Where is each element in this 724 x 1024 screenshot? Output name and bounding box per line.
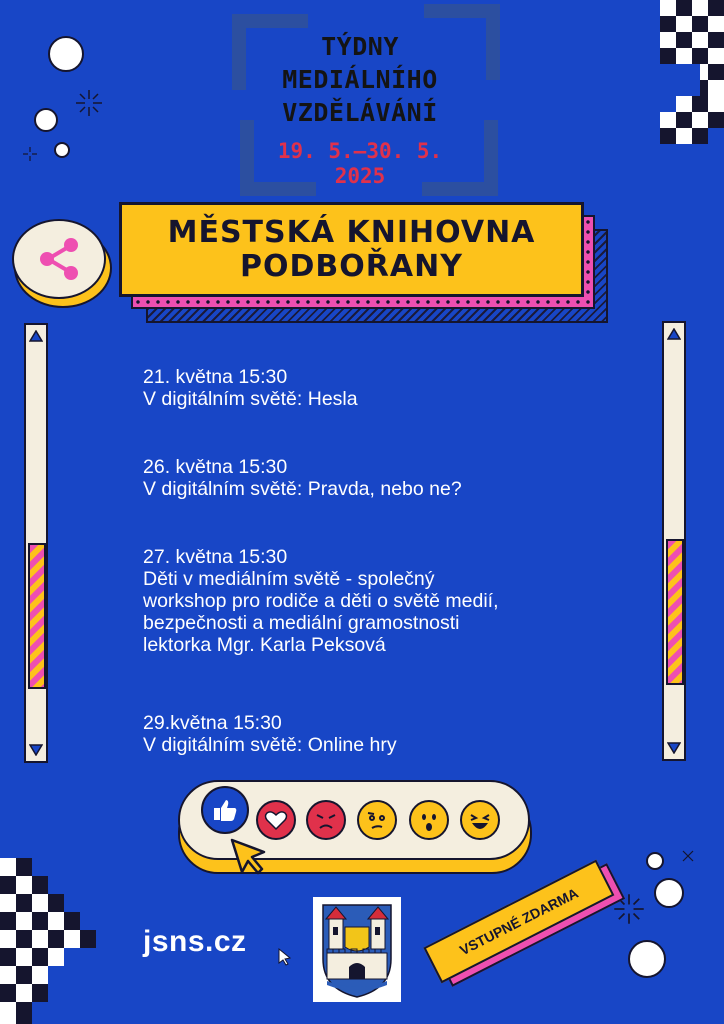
jsns-logo[interactable]: jsns.cz [143, 925, 247, 958]
surprised-reaction[interactable] [409, 800, 449, 840]
sparkle-icon [680, 848, 696, 864]
pointer-cursor-icon [278, 948, 292, 966]
angry-reaction[interactable] [306, 800, 346, 840]
checker-pattern-bottom-left [0, 858, 96, 1024]
library-banner [119, 202, 584, 297]
bubble-decoration [54, 142, 70, 158]
left-scrollbar[interactable] [24, 323, 48, 763]
scroll-down-button[interactable] [664, 737, 684, 759]
event-description: workshop pro rodiče a děti o světě medií, [143, 590, 499, 612]
confused-reaction[interactable] [357, 800, 397, 840]
event-date: 26. května 15:30 [143, 456, 288, 478]
laughing-icon [462, 802, 498, 838]
bubble-decoration [654, 878, 684, 908]
arrow-up-icon [667, 328, 681, 340]
event-date: 21. května 15:30 [143, 366, 288, 388]
share-icon [35, 235, 83, 283]
coat-of-arms-icon [313, 897, 401, 1002]
cursor-arrow-icon [228, 836, 270, 878]
share-button[interactable] [12, 219, 106, 299]
library-name: MĚSTSKÁ KNIHOVNA [167, 214, 536, 250]
free-entry-label: VSTUPNÉ ZDARMA [423, 860, 614, 984]
event-date: 27. května 15:30 [143, 546, 288, 568]
checker-pattern-top-right [660, 0, 724, 144]
event-item [143, 366, 663, 410]
scroll-up-button[interactable] [26, 325, 46, 347]
header-title-line: VZDĚLÁVÁNÍ [282, 98, 438, 127]
town-crest [313, 897, 401, 1002]
event-lecturer: lektorka Mgr. Karla Peksová [143, 634, 386, 656]
confused-icon [359, 802, 395, 838]
header-date [232, 139, 488, 189]
free-entry-tag [423, 857, 620, 985]
like-icon [211, 796, 239, 824]
header-date-line: 19. 5.—30. 5. [277, 139, 443, 163]
event-item [143, 712, 663, 756]
scroll-down-button[interactable] [26, 739, 46, 761]
heart-icon [258, 802, 294, 838]
bubble-decoration [628, 940, 666, 978]
laughing-reaction[interactable] [460, 800, 500, 840]
surprised-icon [411, 802, 447, 838]
header-date-line: 2025 [334, 164, 386, 188]
header-title [232, 30, 488, 129]
arrow-down-icon [29, 744, 43, 756]
scroll-up-button[interactable] [664, 323, 684, 345]
bubble-decoration [34, 108, 58, 132]
event-title: V digitálním světě: Pravda, nebo ne? [143, 478, 462, 500]
sparkle-icon [74, 88, 104, 118]
bubble-decoration [48, 36, 84, 72]
scroll-thumb[interactable] [28, 543, 46, 689]
event-item [143, 546, 663, 656]
event-date: 29.května 15:30 [143, 712, 282, 734]
right-scrollbar[interactable] [662, 321, 686, 761]
arrow-up-icon [29, 330, 43, 342]
event-title: V digitálním světě: Online hry [143, 734, 397, 756]
event-item [143, 456, 663, 500]
sparkle-icon [22, 146, 38, 162]
header-title-line: TÝDNY [321, 32, 399, 61]
scroll-thumb[interactable] [666, 539, 684, 685]
library-town: PODBOŘANY [240, 248, 463, 284]
like-button[interactable] [201, 786, 249, 834]
arrow-down-icon [667, 742, 681, 754]
bubble-decoration [646, 852, 664, 870]
header-title-line: MEDIÁLNÍHO [282, 65, 438, 94]
event-description: bezpečnosti a mediální gramostnosti [143, 612, 460, 634]
heart-reaction[interactable] [256, 800, 296, 840]
event-title: Děti v mediálním světě - společný [143, 568, 435, 590]
angry-icon [308, 802, 344, 838]
event-title: V digitálním světě: Hesla [143, 388, 358, 410]
